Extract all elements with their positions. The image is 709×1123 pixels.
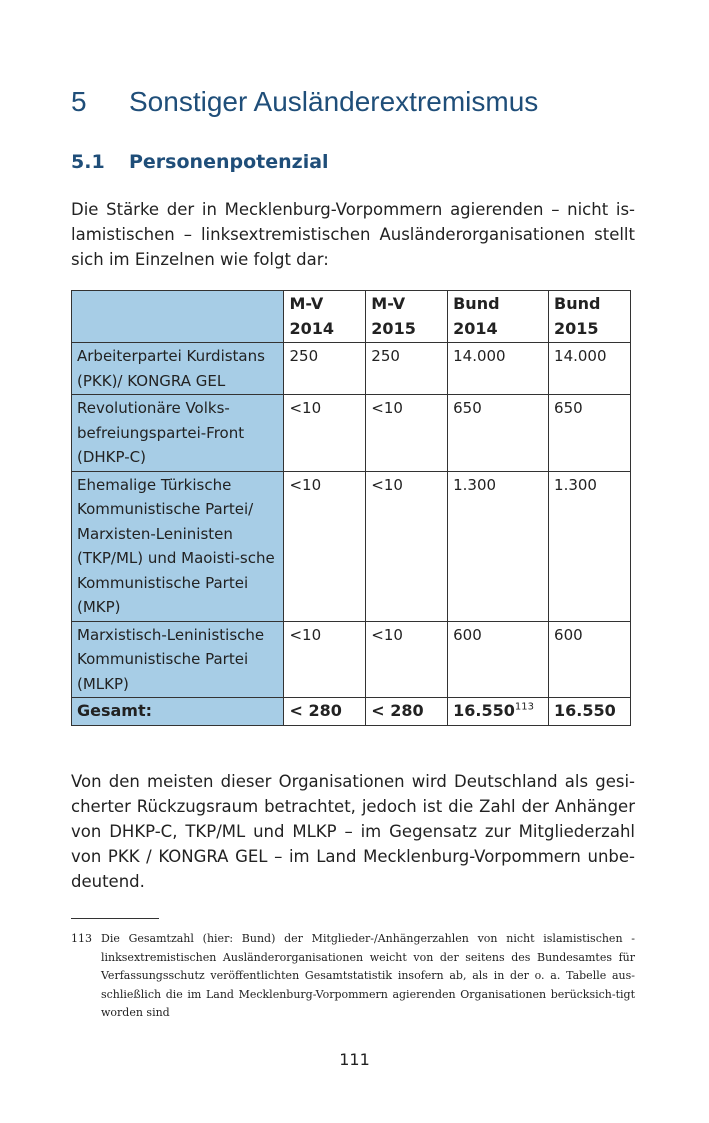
organization-name-cell: Revolutionäre Volks-befreiungspartei-Front (DHKP-C) [72, 395, 284, 472]
organization-name-cell: Arbeiterpartei Kurdistans (PKK)/ KONGRA GEL [72, 343, 284, 395]
chapter-heading [71, 84, 671, 120]
total-cell: 16.550 [549, 698, 631, 726]
table-cell: 250 [366, 343, 448, 395]
table-cell: <10 [366, 621, 448, 698]
table-header-row [72, 291, 631, 343]
total-cell: < 280 [284, 698, 366, 726]
organizations-table [71, 290, 631, 726]
table-header-cell: M-V 2015 [366, 291, 448, 343]
table-cell: 1.300 [448, 471, 549, 621]
table-cell: <10 [366, 395, 448, 472]
total-cell: < 280 [366, 698, 448, 726]
table-cell: 250 [284, 343, 366, 395]
total-label-cell: Gesamt: [72, 698, 284, 726]
table-cell: 14.000 [448, 343, 549, 395]
footnote [71, 930, 635, 1023]
section-number: 5.1 [71, 151, 105, 173]
table-cell: <10 [284, 471, 366, 621]
table-cell: <10 [284, 621, 366, 698]
table-row [72, 343, 631, 395]
table-cell: 650 [549, 395, 631, 472]
organization-name-cell: Ehemalige Türkische Kommunistische Partei/ Marxisten-Leninisten (TKP/ML) und Maoisti-sche Kommunistische Partei (MKP) [72, 471, 284, 621]
section-heading [71, 148, 671, 176]
page-number: 111 [339, 1050, 370, 1069]
footnote-reference[interactable]: 113 [514, 701, 534, 713]
footnote-text: Die Gesamtzahl (hier: Bund) der Mitglieder-/Anhängerzahlen von nicht islamistischen -linksextremistischen Ausländerorganisationen weicht von der seitens des Bundesamtes für Verfassungsschutz veröffentlichten Gesamtstatistik insofern ab, als in der o. a. Tabelle aus-schließlich die im Land Mecklenburg-Vorpommern agierenden Organisationen berücksich-tigt worden sind [101, 932, 635, 1019]
table-cell: 1.300 [549, 471, 631, 621]
table-cell: 650 [448, 395, 549, 472]
chapter-number: 5 [71, 86, 87, 117]
intro-paragraph: Die Stärke der in Mecklenburg-Vorpommern agierenden – nicht is-lamistischen – linksextremistischen Ausländerorganisationen stellt sich im Einzelnen wie folgt dar: [71, 200, 635, 269]
table-cell: 600 [448, 621, 549, 698]
total-value: 16.550 [453, 701, 515, 720]
table-header-cell: Bund 2015 [549, 291, 631, 343]
closing-paragraph: Von den meisten dieser Organisationen wird Deutschland als gesi-cherter Rückzugsraum betrachtet, jedoch ist die Zahl der Anhänger von DHKP-C, TKP/ML und MLKP – im Gegensatz zur Mitgliederzahl von PKK / KONGRA GEL – im Land Mecklenburg-Vorpommern unbe-deutend. [71, 772, 635, 891]
table-cell: <10 [284, 395, 366, 472]
table-header-cell: M-V 2014 [284, 291, 366, 343]
table-total-row [72, 698, 631, 726]
table-cell: 600 [549, 621, 631, 698]
footnote-separator [71, 918, 159, 919]
table-row [72, 621, 631, 698]
section-title: Personenpotenzial [129, 151, 329, 173]
chapter-title: Sonstiger Ausländerextremismus [129, 86, 539, 117]
total-cell [448, 698, 549, 726]
table-header-cell: Bund 2014 [448, 291, 549, 343]
organization-name-cell: Marxistisch-Leninistische Kommunistische Partei (MLKP) [72, 621, 284, 698]
table-cell: 14.000 [549, 343, 631, 395]
table-header-cell [72, 291, 284, 343]
table-row [72, 395, 631, 472]
table-row [72, 471, 631, 621]
table-cell: <10 [366, 471, 448, 621]
footnote-number: 113 [71, 932, 92, 945]
